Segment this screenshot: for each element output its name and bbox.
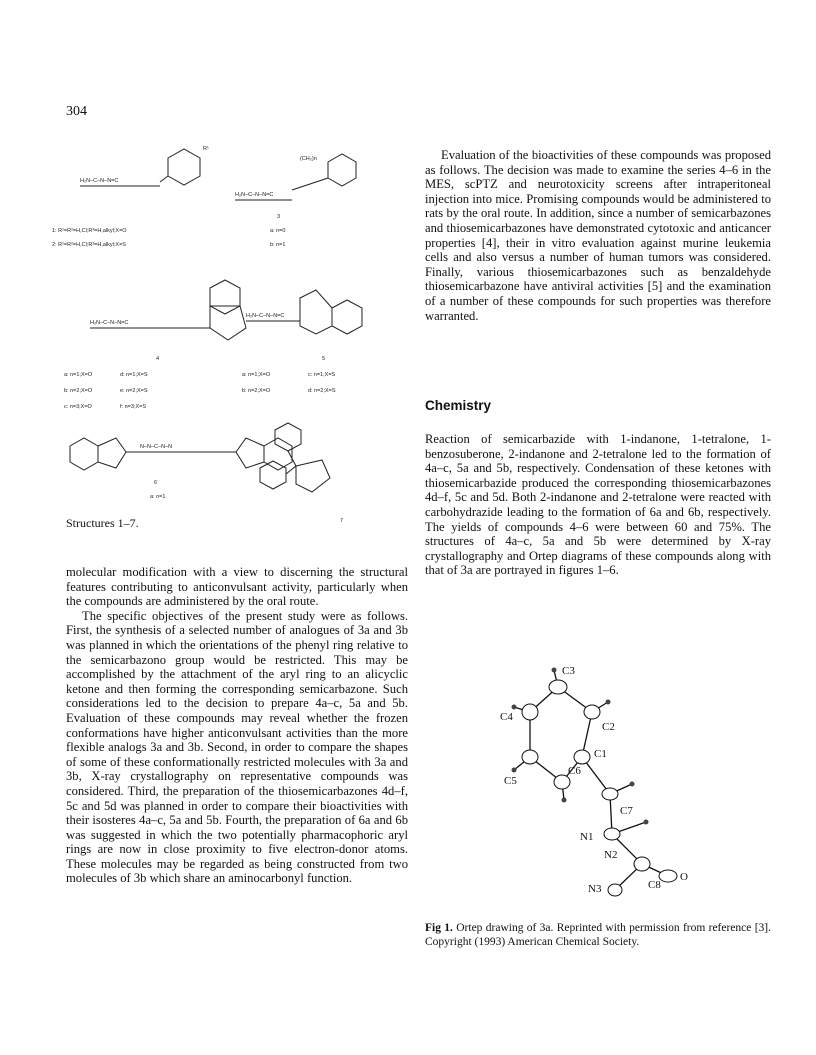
atom-label: C1 <box>594 748 607 760</box>
chemistry-text <box>425 432 771 578</box>
svg-text:H₂N–C–N–N=C: H₂N–C–N–N=C <box>90 320 129 326</box>
paragraph: Evaluation of the bioactivities of these compounds was proposed as follows. The decision was made to examine the series 4–6 in the MES, scPTZ and neurotoxicity screens after intraperitoneal injection into mice. Promising compounds would be administered to rats by the oral route. In addition, since a number of semicarbazones and thiosemicarbazones have demonstrated cytotoxic and anticancer properties [4], their in vitro evaluation against murine leukemia cells and also versus a number of human tumors was considered. Finally, various thiosemicarbazones such as benzaldehyde thiosemicarbazone have antiviral activities [5] and the examination of a number of these compounds for such properties was therefore warranted. <box>425 148 771 323</box>
structure-5-row: a: n=1;X=O <box>242 372 271 378</box>
structure-5-number: 5 <box>322 356 326 362</box>
atom-label: C4 <box>500 711 513 723</box>
structure-7-number: 7 <box>340 518 344 524</box>
structure-1-label: 1: R¹=R²=H,Cl;R³=H,alkyl;X=O <box>52 228 127 234</box>
structure-6-a: a: n=1 <box>150 494 166 500</box>
atom-label: C2 <box>602 721 615 733</box>
right-column-intro <box>425 148 771 323</box>
atom-label: C5 <box>504 775 517 787</box>
paragraph: The specific objectives of the present study were as follows. First, the synthesis of a selected number of analogues of 3a and 3b was planned in which the orientations of the phenyl ring relative to the semicarbazono group would be restricted. This may be accomplished by the attachment of the aryl ring to an alicyclic ketone and then forming the corresponding semicarbazone. Such considerations led to the decision to prepare 4a–c, 5a and 5b. Evaluation of these compounds may reveal whether the frozen conformations have higher anticonvulsant activities than the more flexible analogs 3a and 3b. Second, in order to compare the shapes of some of these conformationally restricted molecules with 3a and 3b, X-ray crystallography on representative compounds was considered. Third, the preparation of the thiosemicarbazones 4d–f, 5c and 5d was planned in order to compare their bioactivities with their isosteres 4a–c, 5a and 5b. Fourth, the preparation of 6a and 6b was suggested in which the two potentially pharmacophoric aryl rings are now in close proximity to five electron-donor atoms. These molecules may be regarded as being constructed from two molecules of 3b which share an aminocarbonyl function. <box>66 608 408 886</box>
structure-2-label: 2: R¹=R²=H,Cl;R³=H,alkyl;X=S <box>52 242 126 248</box>
figure-1-label: Fig 1. <box>425 922 453 934</box>
atom-label: C7 <box>620 805 633 817</box>
svg-text:H₂N–C–N–N=C: H₂N–C–N–N=C <box>235 192 274 198</box>
structure-4-row: d: n=1;X=S <box>120 372 148 378</box>
structure-4-number: 4 <box>156 356 160 362</box>
structure-4-row: c: n=3;X=O <box>64 404 92 410</box>
structure-3-a: a: n=0 <box>270 228 286 234</box>
atom-label: N2 <box>604 849 618 861</box>
atom-label: C3 <box>562 665 575 677</box>
svg-text:(CH₂)n: (CH₂)n <box>300 156 317 162</box>
svg-text:N–N–C–N–N: N–N–C–N–N <box>140 444 173 450</box>
figure-1-text: Ortep drawing of 3a. Reprinted with permission from reference [3]. Copyright (1993) American Chemical Society. <box>425 922 771 948</box>
figure-1-caption <box>425 922 771 949</box>
structure-5-row: d: n=2;X=S <box>308 388 336 394</box>
atom-label: C6 <box>568 765 581 777</box>
svg-text:R¹: R¹ <box>203 146 209 152</box>
structure-4-row: e: n=2;X=S <box>120 388 148 394</box>
structure-3-b: b: n=1 <box>270 242 286 248</box>
structure-4-row: f: n=3;X=S <box>120 404 146 410</box>
paragraph: molecular modification with a view to discerning the structural features contributing to anticonvulsant activity, particularly when the compounds are administered by the oral route. <box>66 565 408 609</box>
structure-6-number: 6 <box>154 480 158 486</box>
atom-label: C8 <box>648 879 661 891</box>
svg-text:H₂N–C–N–N=C: H₂N–C–N–N=C <box>80 178 119 184</box>
atom-label: N1 <box>580 831 594 843</box>
structure-4-row: b: n=2;X=O <box>64 388 93 394</box>
atom-label: O <box>680 871 688 883</box>
structure-5-row: c: n=1;X=S <box>308 372 336 378</box>
svg-text:H₂N–C–N–N=C: H₂N–C–N–N=C <box>246 313 285 319</box>
ortep-figure <box>470 652 730 902</box>
atom-label: N3 <box>588 883 602 895</box>
structure-4-row: a: n=1;X=O <box>64 372 93 378</box>
paragraph: Reaction of semicarbazide with 1-indanone, 1-tetralone, 1-benzosuberone, 2-indanone and 2-tetralone led to the formation of 4a–c, 5a and 5b, respectively. Condensation of these ketones with thiosemicarbazide produced the corresponding thiosemicarbazones 4d–f, 5c and 5d. Both 2-indanone and 2-tetralone were reacted with carbohydrazide leading to the formation of 6a and 6b, respectively. The yields of compounds 4–6 were between 60 and 75%. The structures of 4a–c, 5a and 5b were determined by X-ray crystallography and Ortep diagrams of these compounds along with that of 3a are portrayed in figures 1–6. <box>425 432 771 578</box>
structures-caption: Structures 1–7. <box>66 516 139 530</box>
page-number: 304 <box>66 104 87 119</box>
section-heading-chemistry: Chemistry <box>425 398 492 413</box>
structure-5-row: b: n=2;X=O <box>242 388 271 394</box>
left-column-text <box>66 565 408 886</box>
structure-3-number: 3 <box>277 214 281 220</box>
